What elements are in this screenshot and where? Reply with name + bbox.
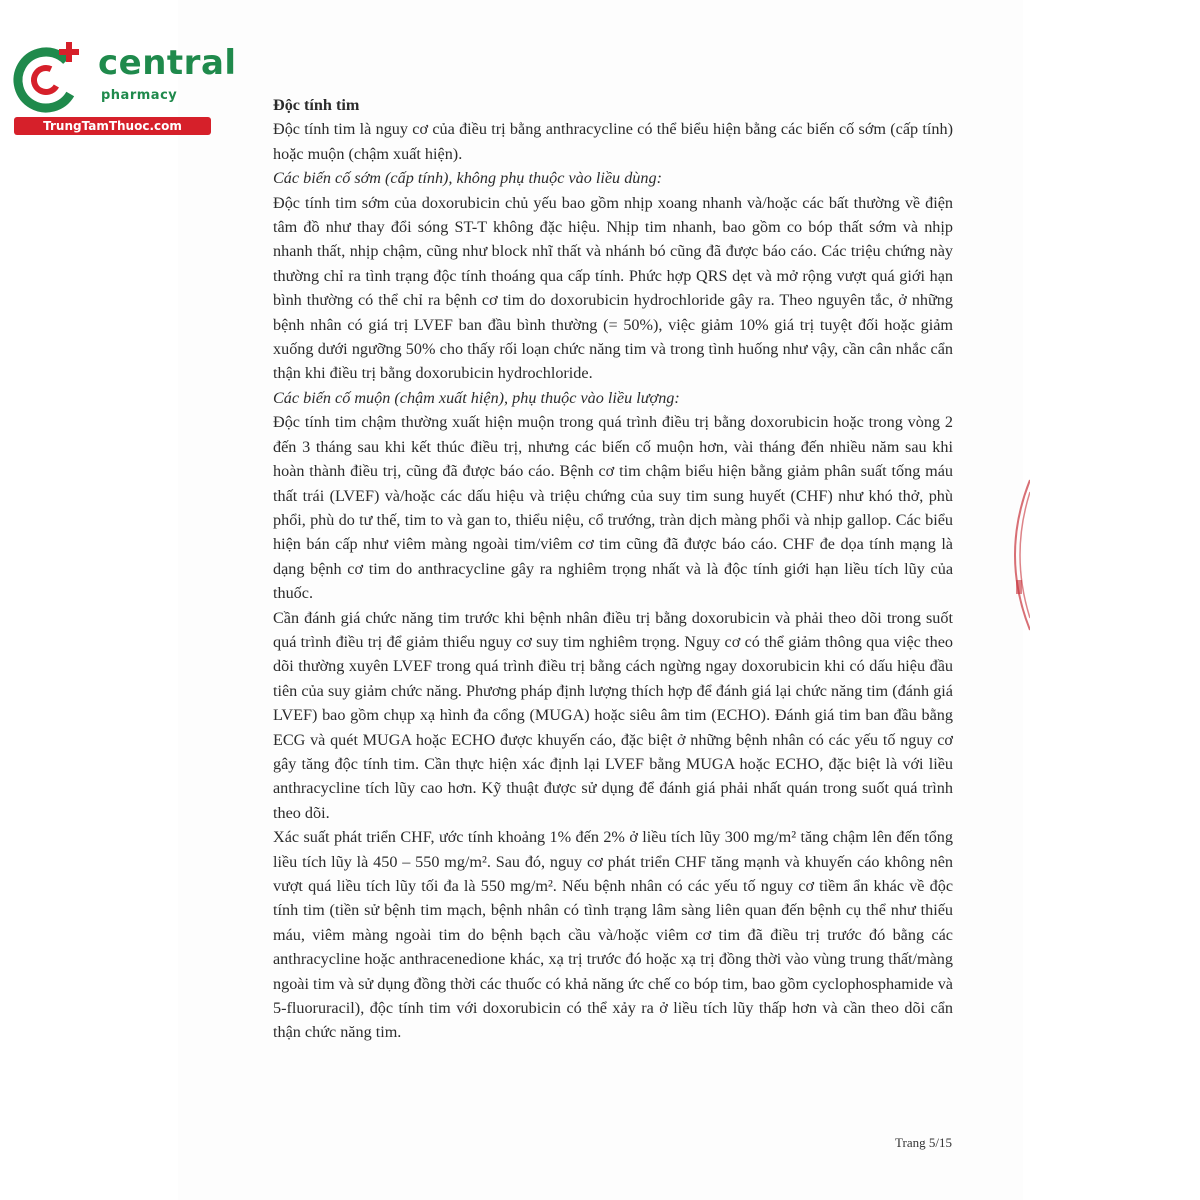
paragraph-monitoring: Cần đánh giá chức năng tim trước khi bệnh nhân điều trị bằng doxorubicin và phải theo dõi trong suốt quá trình điều trị để giảm thiểu nguy cơ suy tim nghiêm trọng. Nguy cơ có thể giảm thông qua việc theo dõi thường xuyên LVEF trong quá trình điều trị bằng cách ngừng ngay doxorubicin khi có dấu hiệu đầu tiên của suy giảm chức năng. Phương pháp định lượng thích hợp để đánh giá lại chức năng tim (đánh giá LVEF) bao gồm chụp xạ hình đa cổng (MUGA) hoặc siêu âm tim (ECHO). Đánh giá tim ban đầu bằng ECG và quét MUGA hoặc ECHO được khuyến cáo, đặc biệt ở những bệnh nhân có các yếu tố nguy cơ gây tăng độc tính tim. Cần thực hiện xác định lại LVEF bằng MUGA hoặc ECHO, đặc biệt là với liều anthracycline tích lũy cao hơn. Kỹ thuật được sử dụng để đánh giá phải nhất quán trong suốt quá trình theo dõi. (273, 608, 953, 822)
brand-subtitle: pharmacy (101, 88, 178, 103)
subheading-early-events: Các biến cố sớm (cấp tính), không phụ thuộc vào liều dùng: (273, 169, 662, 188)
paragraph-early-events: Độc tính tim sớm của doxorubicin chủ yếu bao gồm nhịp xoang nhanh và/hoặc các bất thường về điện tâm đồ như thay đổi sóng ST-T không đặc hiệu. Nhịp tim nhanh, bao gồm co bóp thất sớm và nhịp nhanh thất, nhịp chậm, cũng như block nhĩ thất và nhánh bó cũng đã được báo cáo. Các triệu chứng này thường chỉ ra tình trạng độc tính thoáng qua cấp tính. Phức hợp QRS dẹt và mở rộng vượt quá giới hạn bình thường có thể chỉ ra bệnh cơ tim do doxorubicin hydrochloride gây ra. Theo nguyên tắc, ở những bệnh nhân có giá trị LVEF ban đầu bình thường (= 50%), việc giảm 10% giá trị tuyệt đối hoặc giảm xuống dưới ngưỡng 50% cho thấy rối loạn chức năng tim và trong tình huống như vậy, cần cân nhắc cẩn thận khi điều trị bằng doxorubicin hydrochloride. (273, 193, 953, 383)
document-body (273, 93, 953, 1045)
brand-name: central (98, 43, 237, 83)
paragraph-chf-risk: Xác suất phát triển CHF, ước tính khoảng 1% đến 2% ở liều tích lũy 300 mg/m² tăng chậm lên đến tổng liều tích lũy là 450 – 550 mg/m². Sau đó, nguy cơ phát triển CHF tăng mạnh và khuyến cáo không nên vượt quá liều tích lũy tối đa là 550 mg/m². Nếu bệnh nhân có các yếu tố nguy cơ tiềm ẩn khác về độc tính tim (tiền sử bệnh tim mạch, bệnh nhân có tình trạng lâm sàng liên quan đến bệnh cụ thể như thiếu máu, viêm màng ngoài tim do bệnh bạch cầu và/hoặc viêm cơ tim đã điều trị trước đó bằng các anthracycline hoặc anthracenedione khác, xạ trị trước đó hoặc xạ trị đồng thời vào vùng trung thất/màng ngoài tim và sử dụng đồng thời các thuốc có khả năng ức chế co bóp tim, bao gồm cyclophosphamide và 5-fluoruracil), độc tính tim với doxorubicin có thể xảy ra ở liều tích lũy thấp hơn và cần theo dõi cẩn thận chức năng tim. (273, 828, 953, 1042)
paragraph-intro: Độc tính tim là nguy cơ của điều trị bằng anthracycline có thể biểu hiện bằng các biến cố sớm (cấp tính) hoặc muộn (chậm xuất hiện). (273, 120, 953, 163)
central-pharmacy-logo[interactable] (10, 38, 237, 138)
paragraph-late-events: Độc tính tim chậm thường xuất hiện muộn trong quá trình điều trị bằng doxorubicin hoặc trong vòng 2 đến 3 tháng sau khi kết thúc điều trị, nhưng các biến cố muộn hơn, vài tháng đến nhiều năm sau khi hoàn thành điều trị, cũng đã được báo cáo. Bệnh cơ tim chậm biểu hiện bằng giảm phân suất tống máu thất trái (LVEF) và/hoặc các dấu hiệu và triệu chứng của suy tim sung huyết (CHF) như khó thở, phù phổi, phù do tư thế, tim to và gan to, thiểu niệu, cổ trướng, tràn dịch màng phổi và nhịp gallop. Các biểu hiện bán cấp như viêm màng ngoài tim/viêm cơ tim cũng đã được báo cáo. CHF đe dọa tính mạng là dạng bệnh cơ tim do anthracycline gây ra nghiêm trọng nhất và là độc tính giới hạn liều tích lũy của thuốc. (273, 413, 953, 603)
section-heading: Độc tính tim (273, 96, 360, 114)
brand-url-badge: TrungTamThuoc.com (14, 117, 211, 135)
stamp-fragment-icon (990, 470, 1030, 640)
subheading-late-events: Các biến cố muộn (chậm xuất hiện), phụ thuộc vào liều lượng: (273, 388, 680, 407)
pharmacy-logo-icon (10, 38, 90, 118)
page-number: Trang 5/15 (895, 1135, 952, 1150)
